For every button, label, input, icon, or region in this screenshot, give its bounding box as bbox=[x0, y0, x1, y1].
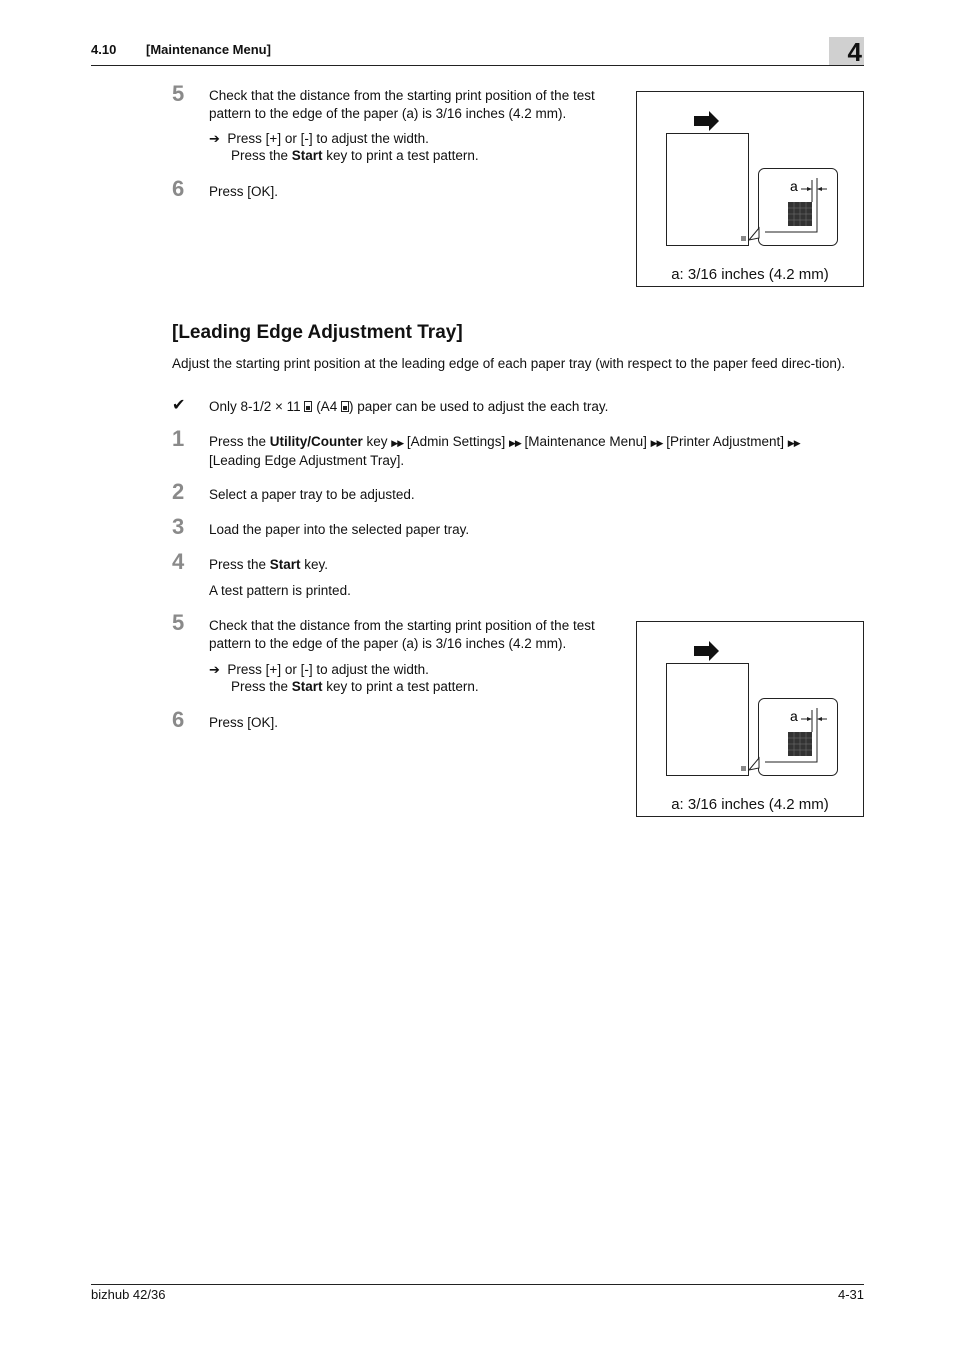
step-text: Check that the distance from the starting print position of the test pattern to the edge of the paper (a) is 3/16 inches (4.2 mm). bbox=[209, 618, 595, 651]
footer-product: bizhub 42/36 bbox=[91, 1287, 166, 1302]
step-text: Check that the distance from the starting print position of the test pattern to the edge of the paper (a) is 3/16 inches (4.2 mm). bbox=[209, 88, 595, 121]
test-pattern-diagram bbox=[637, 622, 863, 816]
arrow-icon: ➔ bbox=[209, 131, 220, 146]
step-number: 6 bbox=[172, 176, 185, 201]
test-pattern-figure bbox=[636, 621, 864, 817]
step-text: Select a paper tray to be adjusted. bbox=[209, 487, 415, 502]
distance-label-a: a bbox=[790, 178, 798, 194]
test-pattern-figure bbox=[636, 91, 864, 287]
footer-rule bbox=[91, 1284, 864, 1285]
double-arrow-icon: ▶▶ bbox=[508, 438, 521, 448]
step-number: 3 bbox=[172, 514, 185, 539]
step-text: Press the Utility/Counter key ▶▶ [Admin Settings] ▶▶ [Maintenance Menu] ▶▶ [Printer Adjustment] ▶▶ [Leading Edge Adjustment Tray]. bbox=[209, 434, 800, 468]
step-number: 6 bbox=[172, 707, 185, 732]
section-header-title: [Maintenance Menu] bbox=[146, 42, 271, 57]
paper-orientation-icon bbox=[341, 401, 349, 412]
step-text: Load the paper into the selected paper tray. bbox=[209, 522, 470, 537]
double-arrow-icon: ▶▶ bbox=[650, 438, 663, 448]
section-title: [Leading Edge Adjustment Tray] bbox=[172, 322, 463, 343]
page-number: 4-31 bbox=[837, 1287, 864, 1302]
double-arrow-icon: ▶▶ bbox=[391, 438, 404, 448]
paper-orientation-icon bbox=[304, 401, 312, 412]
section-number: 4.10 bbox=[91, 42, 117, 57]
step-substep: ➔ Press [+] or [-] to adjust the width. Press the Start key to print a test pattern. bbox=[209, 662, 479, 694]
step-text: Press [OK]. bbox=[209, 715, 279, 730]
step-result: A test pattern is printed. bbox=[209, 583, 351, 598]
step-number: 4 bbox=[172, 549, 185, 574]
arrow-icon: ➔ bbox=[209, 662, 220, 677]
step-text: Press [OK]. bbox=[209, 184, 279, 199]
chapter-tab: 4 bbox=[829, 37, 864, 65]
note-text: Only 8-1/2 × 11 (A4 ) paper can be used to adjust the each tray. bbox=[209, 399, 609, 414]
figure-caption: a: 3/16 inches (4.2 mm) bbox=[671, 266, 829, 283]
figure-caption: a: 3/16 inches (4.2 mm) bbox=[671, 796, 829, 813]
step-number: 5 bbox=[172, 610, 185, 635]
step-substep: ➔ Press [+] or [-] to adjust the width. Press the Start key to print a test pattern. bbox=[209, 131, 479, 163]
step-number: 1 bbox=[172, 426, 185, 451]
double-arrow-icon: ▶▶ bbox=[787, 438, 800, 448]
distance-label-a: a bbox=[790, 708, 798, 724]
header-rule bbox=[91, 65, 864, 66]
test-pattern-diagram bbox=[637, 92, 863, 286]
step-number: 5 bbox=[172, 81, 185, 106]
step-number: 2 bbox=[172, 479, 185, 504]
section-intro: Adjust the starting print position at the leading edge of each paper tray (with respect to the paper feed direc-tion). bbox=[172, 356, 846, 371]
step-text: Press the Start key. bbox=[209, 557, 329, 572]
checkmark-icon: ✔ bbox=[172, 397, 186, 414]
